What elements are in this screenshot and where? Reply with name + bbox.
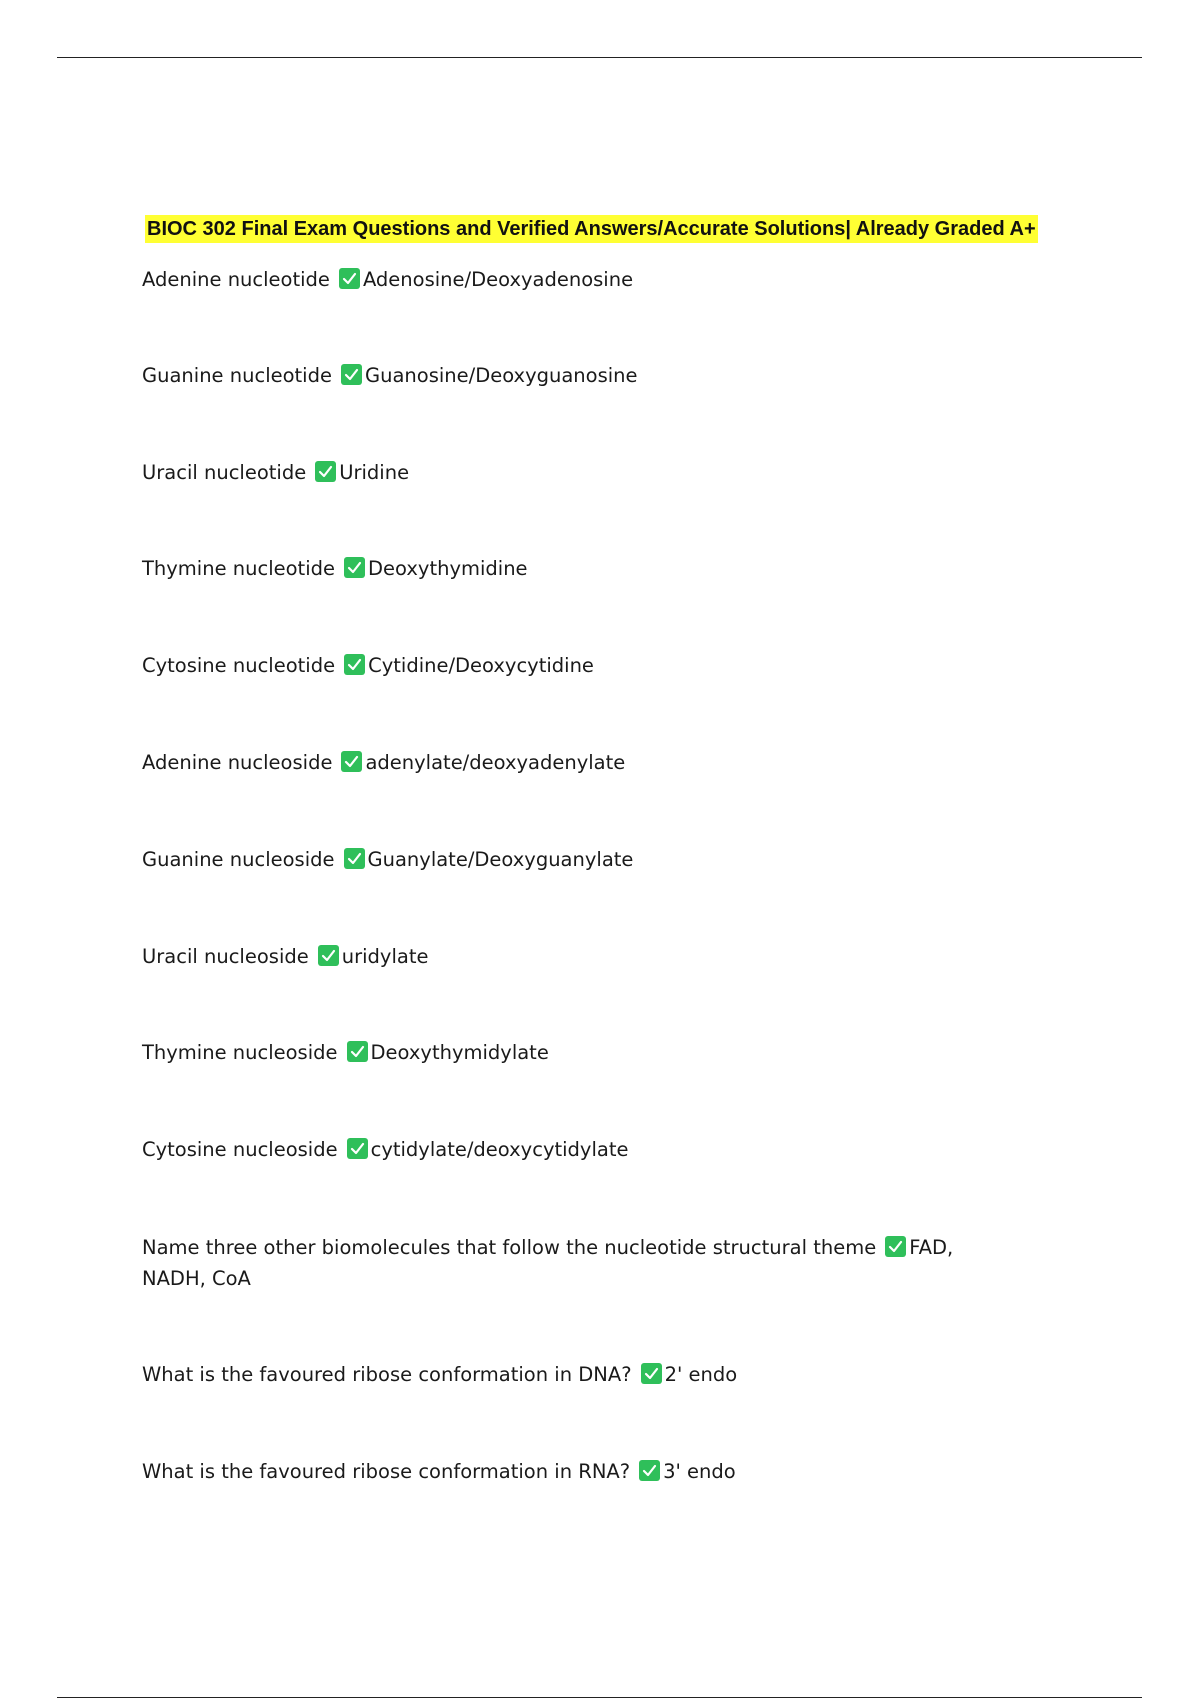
question-text: Uracil nucleotide (142, 461, 307, 484)
check-mark-icon (885, 1236, 906, 1257)
qa-item (142, 1359, 1042, 1390)
question-text: What is the favoured ribose conformation in RNA? (142, 1460, 631, 1483)
question-text: Cytosine nucleoside (142, 1138, 338, 1161)
answer-text: adenylate/deoxyadenylate (365, 751, 626, 774)
check-mark-icon (341, 751, 362, 772)
question-text: Uracil nucleoside (142, 945, 309, 968)
answer-text: Deoxythymidylate (370, 1041, 549, 1064)
check-mark-icon (639, 1460, 660, 1481)
check-mark-icon (641, 1363, 662, 1384)
answer-text: uridylate (341, 945, 429, 968)
check-mark-icon (347, 1138, 368, 1159)
answer-text: FAD, NADH, CoA (142, 1236, 954, 1290)
check-mark-icon (341, 364, 362, 385)
answer-text: 2' endo (664, 1363, 738, 1386)
bottom-rule (57, 1697, 1142, 1698)
question-text: What is the favoured ribose conformation in DNA? (142, 1363, 632, 1386)
top-rule (57, 57, 1142, 58)
qa-item (142, 1456, 1042, 1487)
document-title: BIOC 302 Final Exam Questions and Verified Answers/Accurate Solutions| Already Graded A+ (145, 215, 1038, 243)
check-mark-icon (347, 1041, 368, 1062)
qa-item (142, 360, 1042, 391)
check-mark-icon (315, 461, 336, 482)
qa-item (142, 1134, 1042, 1165)
check-mark-icon (339, 268, 360, 289)
answer-text: Adenosine/Deoxyadenosine (362, 268, 634, 291)
question-text: Thymine nucleoside (142, 1041, 338, 1064)
answer-text: cytidylate/deoxycytidylate (370, 1138, 629, 1161)
answer-text: Guanylate/Deoxyguanylate (367, 848, 634, 871)
qa-item (142, 264, 1042, 295)
question-text: Guanine nucleotide (142, 364, 332, 387)
answer-text: Deoxythymidine (368, 557, 528, 580)
answer-text: Guanosine/Deoxyguanosine (364, 364, 638, 387)
answer-text: 3' endo (663, 1460, 736, 1483)
qa-item (142, 747, 1042, 778)
check-mark-icon (318, 945, 339, 966)
qa-item (142, 941, 1042, 972)
question-text: Thymine nucleotide (142, 557, 336, 580)
question-text: Cytosine nucleotide (142, 654, 336, 677)
qa-item (142, 457, 1042, 488)
qa-item (142, 1037, 1042, 1068)
check-mark-icon (344, 654, 365, 675)
question-text: Adenine nucleoside (142, 751, 333, 774)
question-text: Adenine nucleotide (142, 268, 330, 291)
question-text: Name three other biomolecules that follow the nucleotide structural theme (142, 1236, 877, 1259)
answer-text: Uridine (339, 461, 410, 484)
qa-item (142, 553, 1042, 584)
question-text: Guanine nucleoside (142, 848, 335, 871)
qa-item (142, 650, 1042, 681)
check-mark-icon (344, 557, 365, 578)
qa-item (142, 1232, 1022, 1294)
check-mark-icon (344, 848, 365, 869)
qa-item (142, 844, 1042, 875)
answer-text: Cytidine/Deoxycytidine (368, 654, 594, 677)
